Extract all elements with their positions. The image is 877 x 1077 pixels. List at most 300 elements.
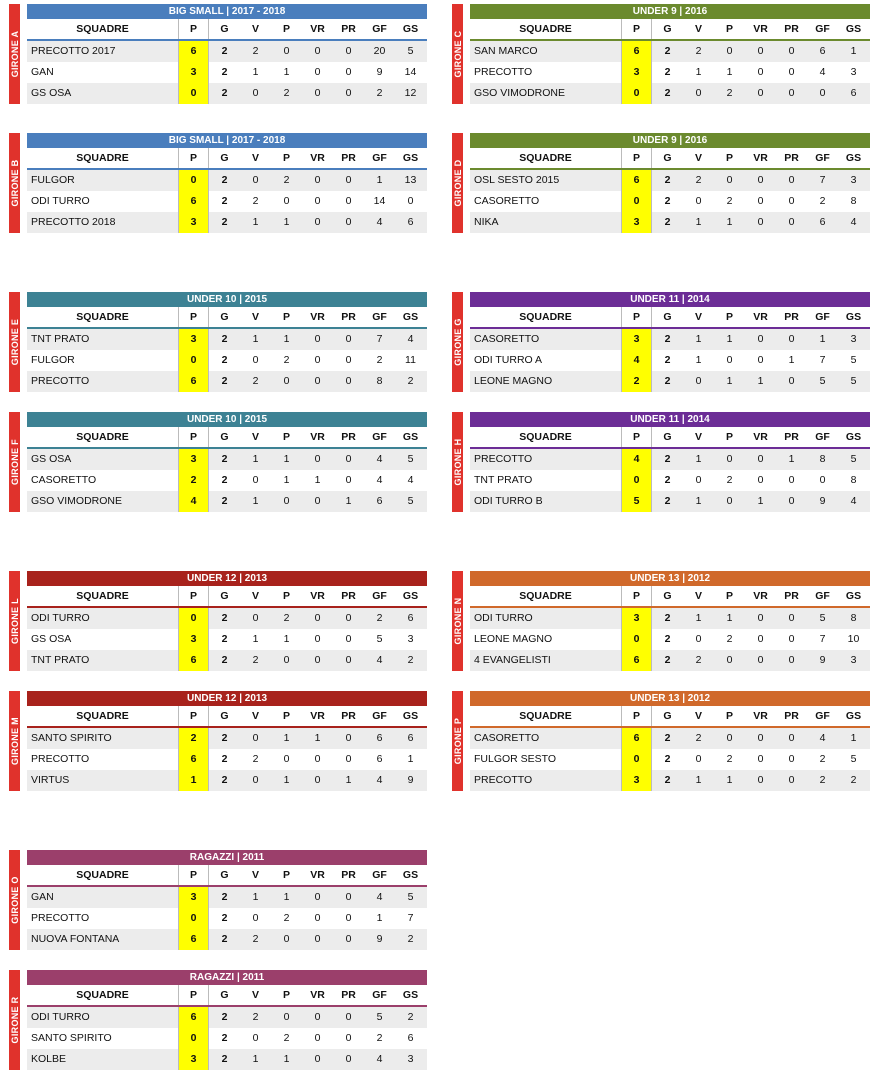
stat-cell: 4 — [376, 774, 383, 786]
stat-cell: 0 — [283, 654, 290, 666]
stat-cell: 8 — [850, 474, 857, 486]
table-header — [27, 985, 427, 1007]
header-cell: SQUADRE — [519, 710, 572, 722]
stat-cell: 0 — [314, 774, 321, 786]
stat-cell: 3 — [407, 1053, 414, 1065]
table-header — [27, 427, 427, 449]
stat-cell: 2 — [695, 654, 702, 666]
stat-cell: 3 — [850, 66, 857, 78]
header-cell: P — [725, 431, 733, 443]
stat-cell: 0 — [757, 87, 764, 99]
girone-label — [9, 691, 20, 791]
group-block — [9, 691, 435, 791]
stat-cell: 2 — [283, 174, 290, 186]
stat-cell: 20 — [373, 45, 386, 57]
header-cell: P — [725, 23, 733, 35]
stat-cell: 5 — [819, 612, 826, 624]
header-cell: PR — [784, 590, 799, 602]
stat-cell: 0 — [345, 174, 352, 186]
stat-cell: 0 — [757, 333, 764, 345]
header-cell: V — [251, 989, 259, 1001]
stat-cell: 8 — [850, 612, 857, 624]
stat-cell: 1 — [283, 1053, 290, 1065]
stat-cell: 0 — [757, 216, 764, 228]
header-cell: P — [725, 590, 733, 602]
stat-cell: 1 — [314, 732, 321, 744]
team-name: TNT PRATO — [31, 654, 90, 666]
stat-cell: 2 — [221, 1032, 228, 1044]
stat-cell: 1 — [695, 495, 702, 507]
stat-cell: 2 — [221, 174, 228, 186]
stat-cell: 4 — [376, 891, 383, 903]
header-cell: V — [694, 152, 702, 164]
stat-cell: 0 — [252, 474, 259, 486]
stat-cell: 5 — [407, 495, 414, 507]
team-name: TNT PRATO — [31, 333, 90, 345]
header-cell: GS — [402, 989, 419, 1001]
table-row — [27, 41, 427, 62]
stat-cell: 1 — [695, 333, 702, 345]
girone-label — [452, 4, 463, 104]
stat-cell: 0 — [314, 654, 321, 666]
standings-table — [27, 691, 427, 791]
header-cell: P — [621, 307, 652, 327]
header-cell: P — [178, 148, 209, 168]
stat-cell: 1 — [283, 333, 290, 345]
girone-label — [452, 412, 463, 512]
header-cell: VR — [753, 311, 768, 323]
points-cell: 6 — [621, 650, 652, 671]
header-cell: SQUADRE — [519, 23, 572, 35]
stat-cell: 0 — [788, 612, 795, 624]
stat-cell: 3 — [850, 174, 857, 186]
stat-cell: 0 — [726, 453, 733, 465]
header-cell: PR — [341, 152, 356, 164]
girone-label — [9, 4, 20, 104]
stat-cell: 2 — [664, 612, 671, 624]
stat-cell: 1 — [283, 732, 290, 744]
header-cell: G — [663, 311, 672, 323]
stat-cell: 0 — [252, 354, 259, 366]
table-row — [470, 650, 870, 671]
standings-table — [27, 412, 427, 512]
girone-label — [452, 292, 463, 392]
points-cell: 2 — [178, 470, 209, 491]
header-cell: VR — [753, 710, 768, 722]
group-block — [9, 292, 435, 392]
group-block — [9, 412, 435, 512]
table-row — [27, 650, 427, 671]
team-name: PRECOTTO — [474, 66, 533, 78]
team-name: ODI TURRO — [31, 195, 90, 207]
girone-label — [452, 571, 463, 671]
stat-cell: 1 — [726, 333, 733, 345]
standings-table — [27, 970, 427, 1070]
stat-cell: 0 — [252, 912, 259, 924]
stat-cell: 0 — [757, 354, 764, 366]
stat-cell: 4 — [376, 453, 383, 465]
header-cell: GF — [372, 23, 387, 35]
table-title: BIG SMALL | 2017 - 2018 — [27, 133, 427, 148]
table-title: UNDER 9 | 2016 — [470, 133, 870, 148]
stat-cell: 1 — [252, 216, 259, 228]
points-cell: 6 — [178, 191, 209, 212]
stat-cell: 4 — [376, 1053, 383, 1065]
header-cell: V — [251, 869, 259, 881]
table-row — [27, 470, 427, 491]
header-cell: G — [220, 23, 229, 35]
stat-cell: 0 — [314, 912, 321, 924]
stat-cell: 5 — [407, 45, 414, 57]
table-row — [27, 350, 427, 371]
group-block — [452, 4, 877, 104]
stat-cell: 9 — [376, 933, 383, 945]
table-header — [470, 706, 870, 728]
stat-cell: 1 — [283, 774, 290, 786]
girone-label — [9, 292, 20, 392]
table-row — [470, 83, 870, 104]
girone-label-text: GIRONE E — [9, 318, 20, 366]
stat-cell: 2 — [695, 174, 702, 186]
stat-cell: 8 — [376, 375, 383, 387]
header-cell: VR — [310, 23, 325, 35]
stat-cell: 0 — [314, 1011, 321, 1023]
header-cell: V — [251, 23, 259, 35]
stat-cell: 1 — [819, 333, 826, 345]
points-cell: 2 — [178, 728, 209, 749]
points-cell: 5 — [621, 491, 652, 512]
group-block — [9, 133, 435, 233]
stat-cell: 1 — [283, 891, 290, 903]
header-cell: G — [220, 710, 229, 722]
stat-cell: 6 — [407, 612, 414, 624]
stat-cell: 9 — [407, 774, 414, 786]
header-cell: G — [220, 152, 229, 164]
header-cell: SQUADRE — [76, 431, 129, 443]
table-header — [27, 865, 427, 887]
stat-cell: 2 — [695, 732, 702, 744]
table-header — [27, 586, 427, 608]
points-cell: 1 — [178, 770, 209, 791]
stat-cell: 2 — [664, 654, 671, 666]
header-cell: VR — [310, 311, 325, 323]
header-cell: PR — [341, 869, 356, 881]
stat-cell: 2 — [850, 774, 857, 786]
stat-cell: 0 — [314, 174, 321, 186]
stat-cell: 1 — [252, 633, 259, 645]
stat-cell: 0 — [314, 354, 321, 366]
stat-cell: 0 — [314, 66, 321, 78]
stat-cell: 0 — [345, 354, 352, 366]
stat-cell: 1 — [726, 774, 733, 786]
stat-cell: 1 — [376, 174, 383, 186]
header-cell: GF — [372, 152, 387, 164]
header-cell: V — [694, 311, 702, 323]
stat-cell: 8 — [850, 195, 857, 207]
header-cell: VR — [753, 590, 768, 602]
stat-cell: 0 — [345, 474, 352, 486]
stat-cell: 1 — [695, 774, 702, 786]
header-cell: G — [663, 431, 672, 443]
table-header — [470, 307, 870, 329]
stat-cell: 0 — [314, 753, 321, 765]
points-cell: 0 — [178, 350, 209, 371]
header-cell: G — [220, 869, 229, 881]
stat-cell: 0 — [788, 195, 795, 207]
header-cell: SQUADRE — [76, 311, 129, 323]
stat-cell: 2 — [221, 1011, 228, 1023]
girone-label-text: GIRONE P — [452, 717, 463, 765]
stat-cell: 6 — [376, 753, 383, 765]
stat-cell: 4 — [850, 216, 857, 228]
header-cell: GF — [372, 311, 387, 323]
stat-cell: 2 — [252, 1011, 259, 1023]
stat-cell: 0 — [788, 495, 795, 507]
team-name: LEONE MAGNO — [474, 633, 553, 645]
stat-cell: 0 — [252, 732, 259, 744]
group-block — [452, 571, 877, 671]
stat-cell: 6 — [819, 216, 826, 228]
stat-cell: 0 — [788, 732, 795, 744]
girone-label-text: GIRONE G — [452, 318, 463, 366]
stat-cell: 0 — [788, 753, 795, 765]
points-cell: 3 — [621, 212, 652, 233]
header-cell: PR — [784, 431, 799, 443]
team-name: CASORETTO — [474, 732, 540, 744]
table-title: UNDER 9 | 2016 — [470, 4, 870, 19]
header-cell: PR — [784, 23, 799, 35]
stat-cell: 2 — [664, 87, 671, 99]
stat-cell: 2 — [407, 654, 414, 666]
header-cell: P — [621, 706, 652, 726]
stat-cell: 2 — [664, 66, 671, 78]
stat-cell: 0 — [283, 375, 290, 387]
header-cell: PR — [341, 311, 356, 323]
table-row — [470, 608, 870, 629]
table-row — [470, 491, 870, 512]
stat-cell: 2 — [664, 633, 671, 645]
stat-cell: 1 — [695, 354, 702, 366]
points-cell: 0 — [178, 1028, 209, 1049]
stat-cell: 0 — [757, 612, 764, 624]
points-cell: 0 — [621, 470, 652, 491]
table-title: RAGAZZI | 2011 — [27, 850, 427, 865]
table-row — [27, 749, 427, 770]
header-cell: GF — [815, 23, 830, 35]
stat-cell: 0 — [757, 453, 764, 465]
stat-cell: 0 — [345, 891, 352, 903]
table-row — [470, 212, 870, 233]
stat-cell: 0 — [314, 453, 321, 465]
stat-cell: 0 — [345, 333, 352, 345]
header-cell: P — [282, 869, 290, 881]
stat-cell: 2 — [664, 774, 671, 786]
header-cell: G — [220, 590, 229, 602]
girone-label-text: GIRONE R — [9, 996, 20, 1044]
stat-cell: 0 — [695, 195, 702, 207]
stat-cell: 0 — [345, 66, 352, 78]
table-row — [27, 170, 427, 191]
stat-cell: 0 — [726, 654, 733, 666]
team-name: 4 EVANGELISTI — [474, 654, 551, 666]
stat-cell: 1 — [345, 774, 352, 786]
stat-cell: 2 — [664, 216, 671, 228]
header-cell: P — [725, 152, 733, 164]
points-cell: 3 — [178, 329, 209, 350]
stat-cell: 1 — [850, 732, 857, 744]
points-cell: 6 — [178, 749, 209, 770]
stat-cell: 1 — [252, 1053, 259, 1065]
stat-cell: 0 — [345, 87, 352, 99]
stat-cell: 6 — [376, 495, 383, 507]
table-header — [27, 19, 427, 41]
header-cell: P — [178, 307, 209, 327]
table-row — [27, 191, 427, 212]
stat-cell: 2 — [252, 753, 259, 765]
stat-cell: 0 — [757, 753, 764, 765]
stat-cell: 2 — [221, 45, 228, 57]
header-cell: VR — [753, 23, 768, 35]
stat-cell: 8 — [819, 453, 826, 465]
stat-cell: 2 — [221, 87, 228, 99]
table-title: BIG SMALL | 2017 - 2018 — [27, 4, 427, 19]
table-title: UNDER 11 | 2014 — [470, 292, 870, 307]
header-cell: P — [621, 586, 652, 606]
stat-cell: 0 — [757, 174, 764, 186]
table-row — [470, 62, 870, 83]
header-cell: P — [178, 865, 209, 885]
stat-cell: 0 — [345, 732, 352, 744]
stat-cell: 2 — [221, 633, 228, 645]
stat-cell: 2 — [252, 654, 259, 666]
header-cell: P — [178, 586, 209, 606]
standings-table — [470, 133, 870, 233]
stat-cell: 0 — [314, 495, 321, 507]
header-cell: SQUADRE — [76, 590, 129, 602]
stat-cell: 1 — [695, 612, 702, 624]
stat-cell: 2 — [819, 753, 826, 765]
header-cell: P — [178, 19, 209, 39]
table-row — [470, 470, 870, 491]
points-cell: 6 — [621, 41, 652, 62]
standings-table — [470, 691, 870, 791]
stat-cell: 2 — [407, 375, 414, 387]
team-name: GSO VIMODRONE — [31, 495, 123, 507]
stat-cell: 1 — [695, 216, 702, 228]
stat-cell: 2 — [664, 495, 671, 507]
header-cell: VR — [310, 431, 325, 443]
header-cell: G — [663, 152, 672, 164]
header-cell: GS — [402, 590, 419, 602]
girone-label-text: GIRONE C — [452, 30, 463, 78]
stat-cell: 0 — [283, 753, 290, 765]
stat-cell: 0 — [314, 87, 321, 99]
stat-cell: 4 — [376, 654, 383, 666]
stat-cell: 1 — [788, 354, 795, 366]
header-cell: G — [220, 311, 229, 323]
stat-cell: 2 — [376, 1032, 383, 1044]
stat-cell: 13 — [404, 174, 417, 186]
stat-cell: 2 — [376, 612, 383, 624]
girone-label-text: GIRONE M — [9, 717, 20, 765]
standings-table — [27, 850, 427, 950]
points-cell: 3 — [621, 770, 652, 791]
header-cell: V — [694, 710, 702, 722]
stat-cell: 9 — [819, 495, 826, 507]
header-cell: GF — [815, 431, 830, 443]
stat-cell: 10 — [847, 633, 860, 645]
table-row — [27, 728, 427, 749]
stat-cell: 9 — [376, 66, 383, 78]
table-header — [27, 307, 427, 329]
standings-table — [470, 292, 870, 392]
stat-cell: 2 — [221, 495, 228, 507]
stat-cell: 0 — [252, 87, 259, 99]
stat-cell: 1 — [757, 375, 764, 387]
stat-cell: 2 — [283, 1032, 290, 1044]
stat-cell: 0 — [314, 195, 321, 207]
girone-label — [9, 412, 20, 512]
table-row — [470, 449, 870, 470]
points-cell: 0 — [621, 749, 652, 770]
stat-cell: 1 — [252, 453, 259, 465]
standings-table — [470, 571, 870, 671]
stat-cell: 4 — [819, 732, 826, 744]
stat-cell: 0 — [252, 612, 259, 624]
stat-cell: 0 — [757, 45, 764, 57]
stat-cell: 0 — [695, 87, 702, 99]
stat-cell: 7 — [407, 912, 414, 924]
girone-label — [9, 133, 20, 233]
header-cell: SQUADRE — [76, 23, 129, 35]
team-name: SANTO SPIRITO — [31, 732, 112, 744]
table-title: RAGAZZI | 2011 — [27, 970, 427, 985]
header-cell: GS — [845, 710, 862, 722]
stat-cell: 0 — [314, 375, 321, 387]
stat-cell: 0 — [314, 1032, 321, 1044]
stat-cell: 1 — [726, 375, 733, 387]
stat-cell: 0 — [726, 495, 733, 507]
header-cell: SQUADRE — [76, 869, 129, 881]
stat-cell: 4 — [376, 216, 383, 228]
stat-cell: 2 — [819, 774, 826, 786]
header-cell: P — [621, 19, 652, 39]
stat-cell: 2 — [221, 195, 228, 207]
header-cell: GF — [372, 989, 387, 1001]
header-cell: SQUADRE — [519, 152, 572, 164]
header-cell: SQUADRE — [76, 152, 129, 164]
points-cell: 4 — [621, 449, 652, 470]
team-name: CASORETTO — [474, 333, 540, 345]
stat-cell: 1 — [695, 66, 702, 78]
stat-cell: 1 — [345, 495, 352, 507]
points-cell: 0 — [621, 629, 652, 650]
stat-cell: 1 — [283, 66, 290, 78]
points-cell: 0 — [621, 83, 652, 104]
stat-cell: 2 — [664, 174, 671, 186]
stat-cell: 1 — [252, 891, 259, 903]
stat-cell: 0 — [788, 474, 795, 486]
stat-cell: 2 — [252, 195, 259, 207]
standings-table — [27, 571, 427, 671]
stat-cell: 0 — [345, 912, 352, 924]
stat-cell: 0 — [345, 1011, 352, 1023]
stat-cell: 0 — [788, 774, 795, 786]
team-name: PRECOTTO 2018 — [31, 216, 116, 228]
stat-cell: 6 — [850, 87, 857, 99]
stat-cell: 14 — [404, 66, 417, 78]
header-cell: SQUADRE — [519, 311, 572, 323]
